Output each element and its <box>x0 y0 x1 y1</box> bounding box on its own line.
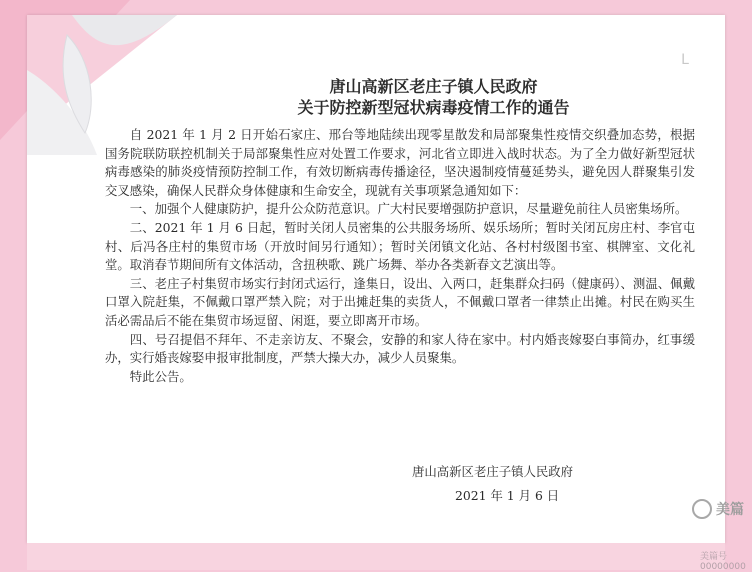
notice-paragraph-intro: 自 2021 年 1 月 2 日开始石家庄、邢台等地陆续出现零星散发和局部聚集性疫情交织叠加态势，根据国务院联防联控机制关于局部聚集性应对处置工作要求，河北省立即进入战时状态。为了全力做好新型冠状病毒感染的肺炎疫情预防控制工作，有效切断病毒传播途径，坚决遏制疫情蔓延势头，避免因人群聚集引发交叉感染，确保人民群众身体健康和生命安全，现就有关事项紧急通知如下： <box>105 127 695 198</box>
notice-paragraph-3: 三、老庄子村集贸市场实行封闭式运行，逢集日，设出、入两口，赶集群众扫码（健康码）、测温、佩戴口罩入院赶集，不佩戴口罩严禁入院；对于出摊赶集的卖货人，不佩戴口罩者一律禁止出摊。村民在购买生活必需品后不能在集贸市场逗留、闲逛，要立即离开市场。 <box>105 275 695 328</box>
meipian-logo <box>692 494 752 524</box>
notice-paragraph-2: 二、2021 年 1 月 6 日起，暂时关闭人员密集的公共服务场所、娱乐场所；暂时关闭瓦房庄村、李官屯村、后冯各庄村的集贸市场（开放时间另行通知）；暂时关闭镇文化站、各村村级图书室、棋牌室、文化礼堂。取消春节期间所有文体活动，含扭秧歌、跳广场舞、举办各类新春文艺演出等。 <box>105 219 695 273</box>
notice-paragraph-4: 四、号召提倡不拜年、不走亲访友、不聚会，安静的和家人待在家中。村内婚丧嫁娶白事简办，红事缓办，实行婚丧嫁娶申报审批制度，严禁大操大办，减少人员聚集。 <box>105 331 695 366</box>
notice-closing: 特此公告。 <box>129 368 192 384</box>
corner-mark: L <box>681 52 690 68</box>
notice-title-line-2: 关于防控新型冠状病毒疫情工作的通告 <box>297 98 570 117</box>
logo-circle-icon <box>692 499 712 519</box>
watermark-id: 美篇号 00000000 <box>700 552 746 572</box>
signature-date: 2021 年 1 月 6 日 <box>455 488 560 503</box>
logo-text: 美篇 <box>716 502 744 518</box>
notice-body <box>105 126 695 386</box>
signature-organization: 唐山高新区老庄子镇人民政府 <box>412 464 574 479</box>
notice-paragraph-1: 一、加强个人健康防护，提升公众防范意识。广大村民要增强防护意识，尽量避免前往人员密集场所。 <box>129 201 688 217</box>
notice-title-line-1: 唐山高新区老庄子镇人民政府 <box>329 77 538 96</box>
bottom-strip <box>27 543 725 570</box>
